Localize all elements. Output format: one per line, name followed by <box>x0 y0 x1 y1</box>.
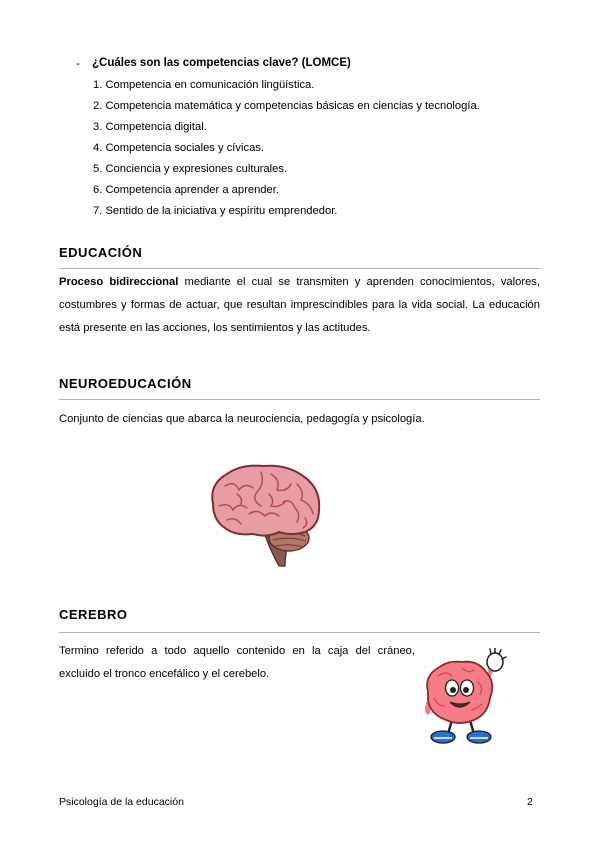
cerebro-line-2: excluido el tronco encefálico y el cerebelo. <box>59 668 270 680</box>
section-title-educacion: EDUCACIÓN <box>59 245 143 260</box>
competencias-question: ¿Cuáles son las competencias clave? (LOMCE) <box>92 57 351 69</box>
list-item: 2. Competencia matemática y competencias básicas en ciencias y tecnología. <box>93 100 480 112</box>
educacion-text: mediante el cual se transmiten y aprenden conocimientos, valores, costumbres y formas de actuar, que resultan imprescindibles para la vida social. La educación está presente en las acciones, los sentimientos y las actitudes. <box>59 276 540 334</box>
section-divider <box>59 632 540 633</box>
brain-mascot-icon <box>414 648 514 748</box>
list-item: 5. Conciencia y expresiones culturales. <box>93 163 288 175</box>
list-item: 6. Competencia aprender a aprender. <box>93 184 279 196</box>
competencias-list <box>93 78 480 225</box>
educacion-paragraph <box>59 271 540 340</box>
section-title-cerebro: CEREBRO <box>59 607 128 622</box>
list-item: 4. Competencia sociales y cívicas. <box>93 142 264 154</box>
list-item: 1. Competencia en comunicación lingüística. <box>93 79 315 91</box>
neuroeducacion-paragraph: Conjunto de ciencias que abarca la neurociencia, pedagogía y psicología. <box>59 413 425 425</box>
brain-illustration-icon <box>205 462 325 570</box>
section-divider <box>59 399 540 400</box>
page-number: 2 <box>527 796 533 808</box>
section-divider <box>59 268 540 269</box>
cerebro-paragraph <box>59 640 415 686</box>
list-item: 7. Sentido de la iniciativa y espíritu emprendedor. <box>93 205 338 217</box>
list-item: 3. Competencia digital. <box>93 121 207 133</box>
cerebro-line-1: Termino referido a todo aquello contenido en la caja del cráneo, <box>59 645 415 657</box>
section-title-neuroeducacion: NEUROEDUCACIÓN <box>59 376 192 391</box>
educacion-bold-lead: Proceso bidireccional <box>59 276 179 288</box>
footer-title: Psicología de la educación <box>59 796 184 808</box>
bullet-dash: - <box>76 58 80 70</box>
